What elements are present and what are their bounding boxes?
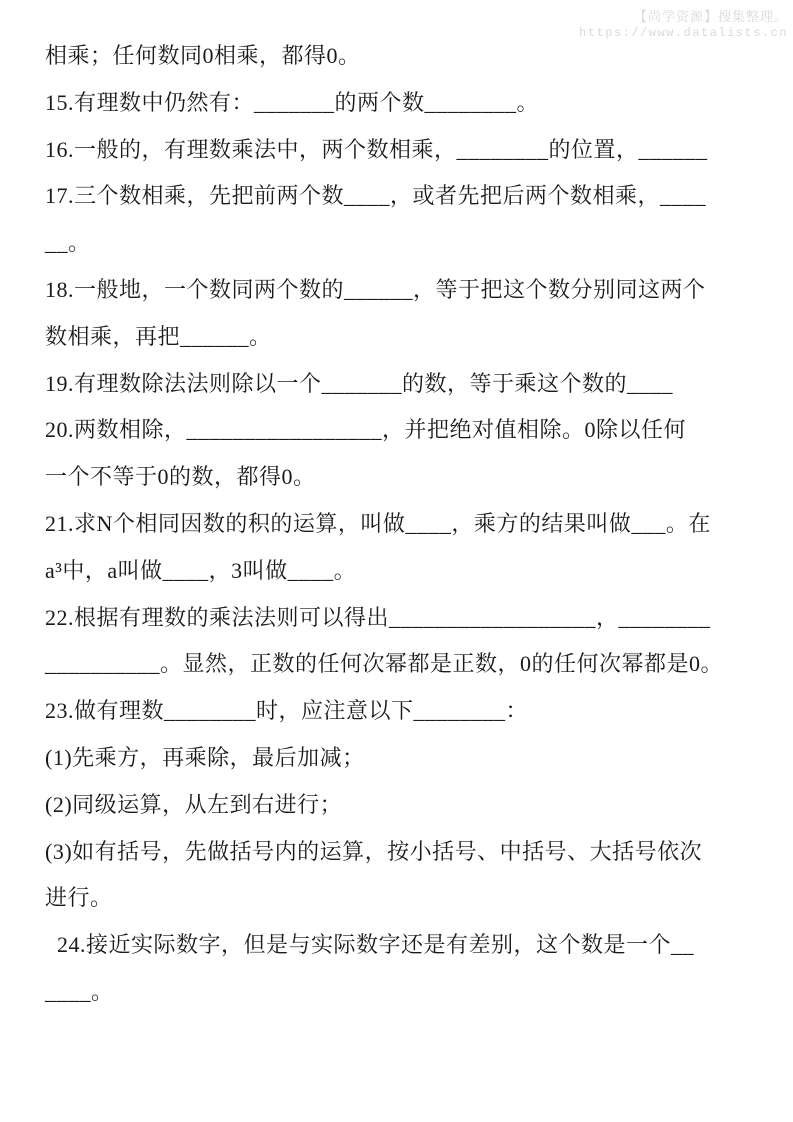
text-line-q24-continuation: ____。 bbox=[45, 978, 114, 1004]
text-line-q21-continuation: a³中，a叫做____，3叫做____。 bbox=[45, 557, 357, 583]
text-line-q24: 24.接近实际数字，但是与实际数字还是有差别，这个数是一个__ bbox=[57, 932, 695, 958]
text-line-q23-item3: (3)如有括号，先做括号内的运算，按小括号、中括号、大括号依次 bbox=[45, 838, 703, 864]
text-line-q17: 17.三个数相乘，先把前两个数____，或者先把后两个数相乘，____ bbox=[45, 183, 707, 209]
text-line-q16: 16.一般的，有理数乘法中，两个数相乘，________的位置，______ bbox=[45, 136, 708, 162]
document-body bbox=[45, 33, 755, 1016]
text-line-q23-item2: (2)同级运算，从左到右进行； bbox=[45, 791, 343, 817]
text-line-q17-continuation: __。 bbox=[45, 230, 91, 256]
text-line-q20: 20.两数相除，_________________，并把绝对值相除。0除以任何 bbox=[45, 417, 687, 443]
text-line-q22-continuation: __________。显然，正数的任何次幂都是正数，0的任何次幂都是0。 bbox=[45, 651, 724, 677]
text-line-q20-continuation: 一个不等于0的数，都得0。 bbox=[45, 464, 316, 490]
text-line-q19: 19.有理数除法法则除以一个_______的数，等于乘这个数的____ bbox=[45, 370, 674, 396]
text-line-q18-continuation: 数相乘，再把______。 bbox=[45, 323, 272, 349]
watermark-url: https://www.datalists.cn bbox=[579, 26, 788, 40]
text-line-q22: 22.根据有理数的乘法法则可以得出__________________，________ bbox=[45, 604, 711, 630]
text-line-q23-item1: (1)先乘方，再乘除，最后加减； bbox=[45, 744, 365, 770]
text-line-q15: 15.有理数中仍然有：_______的两个数________。 bbox=[45, 89, 540, 115]
text-line-q21: 21.求N个相同因数的积的运算，叫做____，乘方的结果叫做___。在 bbox=[45, 510, 711, 536]
watermark-source-label: 【尚学资源】搜集整理。 bbox=[633, 9, 788, 24]
text-line-q23-item3-continuation: 进行。 bbox=[45, 885, 113, 911]
text-line-q18: 18.一般地，一个数同两个数的______，等于把这个数分别同这两个 bbox=[45, 276, 706, 302]
text-line-q23: 23.做有理数________时，应注意以下________： bbox=[45, 698, 529, 724]
text-line-continuation: 相乘；任何数同0相乘，都得0。 bbox=[45, 43, 361, 68]
